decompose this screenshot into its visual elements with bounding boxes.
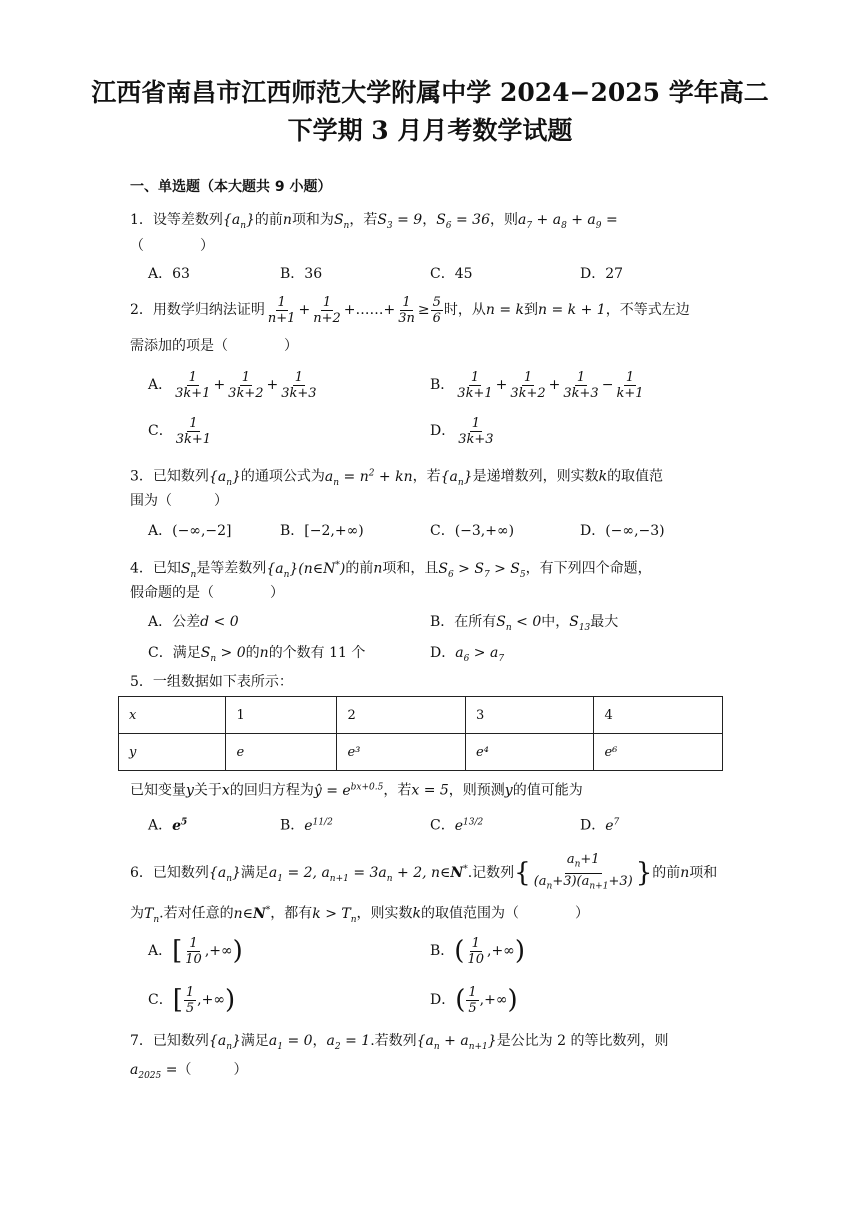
q6-option-c[interactable]: C．[ $\frac{1}{5}$ ,+∞) (148, 984, 236, 1016)
q3-option-d[interactable]: D．(−∞,−3) (580, 523, 665, 539)
question-1-blank: （ ） (130, 238, 214, 254)
table-cell: 1 (226, 697, 337, 734)
q1-option-c[interactable]: C．45 (430, 266, 473, 282)
table-cell: e (226, 734, 337, 771)
question-7: 7．已知数列$\{a_n\}$满足$a_1 = 0$，$a_2 = 1$.若数列$\{a_n + a_{n+1}\}$是公比为 2 的等比数列，则 (130, 1033, 669, 1052)
q5-option-b[interactable]: B．$e^{11/2}$ (280, 817, 333, 834)
question-3-line2: 围为（ ） (130, 493, 228, 509)
table-row (119, 734, 723, 771)
question-1: 1．设等差数列$\{a_n\}$的前n项和为$S_n$，若$S_3 = 9$，$S_6 = 36$，则$a_7 + a_8 + a_9$ = (130, 212, 618, 231)
exam-title-line1: 江西省南昌市江西师范大学附属中学 2024−2025 学年高二 (91, 78, 769, 107)
q4-option-d[interactable]: D．$a_6 > a_7$ (430, 645, 505, 664)
question-7-line2: $a_{2025}$ =（ ） (130, 1062, 248, 1081)
question-2: 2．用数学归纳法证明 $\frac{1}{n+1}$ + $\frac{1}{n+2}$ +……+ $\frac{1}{3n}$ ≥ $\frac{5}{6}$ 时，从n = k到n = k + 1，不等式左边 (130, 294, 690, 326)
question-3: 3．已知数列$\{a_n\}$的通项公式为$a_n = n^2$ + kn，若$\{a_n\}$是递增数列，则实数k的取值范 (130, 468, 664, 488)
q6-option-a[interactable]: A．[ $\frac{1}{10}$ ,+∞) (148, 935, 243, 967)
table-cell: x (119, 697, 226, 734)
q3-option-a[interactable]: A．(−∞,−2] (148, 523, 232, 539)
q3-option-c[interactable]: C．(−3,+∞) (430, 523, 515, 539)
q2-option-b[interactable]: B． $\frac{1}{3k+1}$ + $\frac{1}{3k+2}$ + $\frac{1}{3k+3}$ − $\frac{1}{k+1}$ (430, 369, 644, 401)
question-4-line2: 假命题的是（ ） (130, 585, 284, 601)
table-row (119, 697, 723, 734)
q4-option-c[interactable]: C．满足$S_n > 0$的n的个数有 11 个 (148, 645, 366, 664)
q2-option-c[interactable]: C． $\frac{1}{3k+1}$ (148, 415, 212, 447)
q5-option-d[interactable]: D．$e^7$ (580, 817, 620, 834)
question-5-regression: 已知变量y关于x的回归方程为ŷ = $e^{bx+0.5}$，若x = 5，则预测y的值可能为 (130, 782, 583, 799)
question-5: 5．一组数据如下表所示： (130, 674, 293, 690)
table-cell: 2 (337, 697, 466, 734)
table-cell: e³ (337, 734, 466, 771)
q6-option-d[interactable]: D．( $\frac{1}{5}$ ,+∞) (430, 984, 518, 1016)
question-4: 4．已知$S_n$是等差数列$\{a_n\}(n\in N^*)$的前n项和，且$S_6 > S_7 > S_5$，有下列四个命题， (130, 560, 652, 580)
question-2-line2: 需添加的项是（ ） (130, 338, 298, 354)
q4-option-a[interactable]: A．公差d < 0 (148, 614, 239, 630)
table-cell: e⁴ (465, 734, 594, 771)
table-cell: y (119, 734, 226, 771)
table-cell: 3 (465, 697, 594, 734)
q5-option-a[interactable]: A．$e^5$ (148, 817, 188, 834)
q1-option-d[interactable]: D．27 (580, 266, 624, 282)
table-cell: 4 (594, 697, 723, 734)
q1-option-a[interactable]: A．63 (148, 266, 190, 282)
q3-option-b[interactable]: B．[−2,+∞) (280, 523, 364, 539)
q1-option-b[interactable]: B．36 (280, 266, 323, 282)
q5-option-c[interactable]: C．$e^{13/2}$ (430, 817, 484, 834)
question-6: 6．已知数列$\{a_n\}$满足$a_1 = 2$, $a_{n+1} = 3a_n + 2$, n∈N*.记数列{ $\frac{a_n+1}{(a_n+3)(a_{n+1}+3)}$ }的前n项和 (130, 852, 718, 892)
exam-title-line2: 下学期 3 月月考数学试题 (287, 116, 573, 145)
q4-option-b[interactable]: B．在所有$S_n < 0$中，$S_{13}$最大 (430, 614, 619, 633)
q2-option-a[interactable]: A． $\frac{1}{3k+1}$ + $\frac{1}{3k+2}$ + $\frac{1}{3k+3}$ (148, 369, 317, 401)
table-cell: e⁶ (594, 734, 723, 771)
data-table (118, 696, 723, 771)
q2-option-d[interactable]: D． $\frac{1}{3k+3}$ (430, 415, 494, 447)
section-heading: 一、单选题（本大题共 9 小题） (130, 179, 332, 195)
question-6-line2: 为$T_n$.若对任意的n∈N*，都有$k > T_n$，则实数k的取值范围为（ ） (130, 905, 590, 925)
q6-option-b[interactable]: B．( $\frac{1}{10}$ ,+∞) (430, 935, 525, 967)
